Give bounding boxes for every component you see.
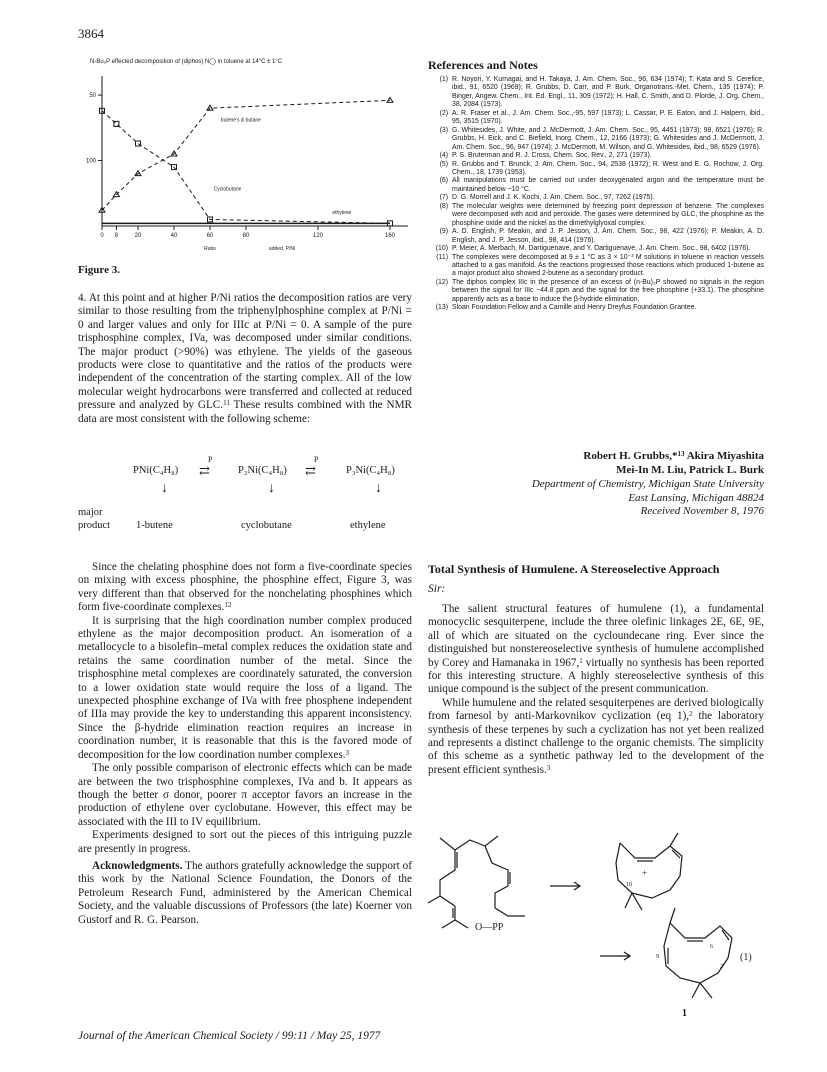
- reference-number: (4): [439, 152, 448, 160]
- reference-number: (5): [439, 160, 448, 168]
- data-point: [136, 141, 141, 146]
- journal-footer: Journal of the American Chemical Society / 99:11 / May 25, 1977: [78, 1030, 381, 1042]
- reference-number: (1): [439, 76, 448, 83]
- reference-number: (13): [435, 304, 448, 312]
- paragraph-acknowledgments: Acknowledgments. The authors gratefully acknowledge the support of this work by the National Science Foundation, the Donors of the Petroleum Research Fund, administered by the American Chemical Society, and the valuable discussions of Professors (the late) Koerner von Gustorf and R. G. Pearson.: [78, 859, 412, 926]
- author-block: [428, 450, 764, 477]
- paragraph-coordination: It is surprising that the high coordination number complex produced ethylene as the major decomposition product. An isomeration of a metallocycle to a bisolefin–metal complex reduces the oxidation state and retains the same coordination number of the metal. Since the trisphosphine metal complexes are coordinately saturated, the conversion to a lower oxidation state would require the loss of a ligand. The unexpected phosphine exchange of IVa with free phosphene independent of IIIa may provide the key to understanding this apparent inconsistency. Since the β-hydride elimination reaction requires an increase in coordination number, it is reasonable that this is the favored mode of decomposition for the low coordination number complexes.$^3$: [78, 614, 412, 761]
- paragraph-biosynthesis: While humulene and the related sesquiterpenes are derived biologically from farnesol by anti-Markovnikov cyclization (eq 1),$^2$ the laboratory synthesis of these terpenes by such a cyclization has not yet been realized and represents a distinct challenge to the organic chemists. The simplicity of this scheme as a synthetic pathway led to the development of the present efficient synthesis.$^3$: [428, 696, 764, 776]
- salutation: Sir:: [428, 583, 446, 595]
- x-tick-label: 20: [134, 233, 142, 239]
- reference-number: (2): [439, 109, 448, 117]
- reference-text: The complexes were decomposed at 9 ± 1 °C as 3 × 10⁻³ M solutions in toluene in reaction vessels attached to a gas manifold. As the reactions progressed those reactions which produced 1-butene as a major product also showed 2-butene as a secondary product.: [452, 253, 764, 278]
- reference-item: [428, 76, 764, 110]
- reference-number: (3): [439, 126, 448, 134]
- label-c2: 2: [720, 964, 723, 970]
- reference-item: [428, 110, 764, 127]
- author-line-1: Robert H. Grubbs,*$^{13}$ Akira Miyashita: [583, 450, 764, 462]
- series-label-ethylene: ethylene: [332, 210, 352, 217]
- x-tick-label: 80: [242, 233, 250, 239]
- affiliation-department: Department of Chemistry, Michigan State University: [531, 478, 764, 490]
- scheme-arrow-label-2: P: [314, 455, 319, 464]
- paragraph-chelating: Since the chelating phosphine does not form a five-coordinate species on mixing with excess phosphine, the phosphine effect, Figure 3, was very different than that observed for the nonchelating phosphines which form five-coordinate complexes.$^{12}$: [78, 561, 412, 614]
- reference-text: P. S. Bruterman and R. J. Cross, Chem. Soc. Rev., 2, 271 (1973).: [452, 152, 652, 160]
- reference-number: (12): [435, 278, 448, 286]
- down-arrow-3: ↓: [375, 481, 382, 496]
- reference-item: [428, 161, 764, 178]
- x-tick-label: 0: [100, 233, 104, 239]
- figure-title: N-Bu₃P effected decomposition of (diphos) N◯ in toluene at 14°C ± 1°C: [90, 59, 283, 65]
- reference-number: (11): [436, 253, 448, 261]
- series-label-butenes: butene's & butane: [220, 117, 261, 124]
- scheme-product-2: cyclobutane: [241, 520, 292, 531]
- paragraph-humulene-intro: The salient structural features of humulene (1), a fundamental monocyclic sesquiterpene, include the three olefinic linkages 2E, 6E, 9E, all of which are situated on the cycloundecane ring. Ever since the distinguished but nonstereoselective synthesis of humulene accomplished by Corey and Hamanaka in 1967,$^1$ virtually no synthesis has been reported for this interesting structure. A highly stereoselective synthesis of this unique compound is the subject of the present communication.: [428, 603, 765, 696]
- x-tick-label: 40: [170, 233, 178, 239]
- reference-text: All manipulations must be carried out under deoxygenated argon and the temperature must be maintained below −10 °C.: [452, 177, 764, 193]
- reference-item: [428, 228, 764, 245]
- left-column-bottom: [78, 561, 412, 927]
- reference-number: (7): [439, 194, 448, 202]
- reference-item: [428, 245, 764, 253]
- reference-text: R. Noyori, Y. Kumagai, and H. Takaya, J. Am. Chem. Soc., 96, 634 (1974); T. Kata and S. Cerefice, ibid., 91, 6520 (1969); R. Grubbs, D. Carr, and P. Burk, Organotrans.-Met. Chem., 135 (1974); P. Binger, Angew. Chem., Int. Ed. Engl., 11, 309 (1972); H. Hall, C. Smith, and D. Plorde, J. Org. Chem., 38, 2084 (1973).: [452, 76, 764, 109]
- scheme-complex-2: P₂Ni(C₄H₈): [238, 465, 287, 476]
- reference-number: (8): [439, 202, 448, 210]
- affiliation-block: [428, 478, 764, 519]
- reference-text: A. D. English, P. Meakin, and J. P. Jesson, J. Am. Chem. Soc., 98, 422 (1976); P. Meakin, A. D. English, and J. P. Jesson, ibid., 98, 414 (1976).: [452, 228, 764, 244]
- chart-svg: [78, 56, 418, 270]
- scheme-product-label: product: [78, 520, 111, 531]
- reaction-scheme: [78, 455, 412, 541]
- reference-text: The molecular weights were determined by freezing point depression of benzene. The complexes were decomposed with acid and peroxide. The gases were determined by GLC, the phosphine as the phosphine oxide and the nickel as the dimethylglyoxal complex.: [452, 202, 764, 227]
- reference-text: A. R. Fraser et al., J. Am. Chem. Soc.,-95, 597 (1973); L. Cassar, P. E. Eaton, and J. Halpern, ibid., 95, 3515 (1970).: [452, 109, 764, 126]
- reference-item: [428, 254, 764, 279]
- page-number: 3864: [78, 26, 104, 41]
- reference-item: [428, 304, 764, 312]
- author-line-2: Mei-In M. Liu, Patrick L. Burk: [616, 463, 764, 476]
- reference-number: (10): [435, 245, 448, 253]
- references-list: [428, 76, 764, 313]
- down-arrow-1: ↓: [161, 481, 168, 496]
- paragraph-electronic: The only possible comparison of electronic effects which can be made are between the two trisphosphine complexes, IVa and b. It appears as though the better σ donor, poorer π acceptor favors an increase in the production of ethylene over cyclobutane. However, this effect may be associated with the III to IV equilibrium.: [78, 762, 412, 828]
- reference-item: [428, 152, 764, 160]
- article-title: Total Synthesis of Humulene. A Stereoselective Approach: [428, 562, 720, 576]
- y-tick-label: 50: [89, 93, 96, 100]
- down-arrow-2: ↓: [268, 481, 275, 496]
- figure-3-chart: [78, 56, 418, 270]
- reference-text: G. Whitesides, J. White, and J. McDermott, J. Am. Chem. Soc., 95, 4451 (1973); 98, 6521 (1976); R. Grubbs, H. Eick, and C. Biefield, Inorg. Chem., 12, 2166 (1973); G. Whitesides and J. McDermott, J. Am. Chem. Soc., 96, 947 (1974); J. McDermott, M. Wilson, and G. Whitesides, ibid., 98, 6529 (1976).: [452, 126, 764, 151]
- paragraph-experiments: Experiments designed to sort out the pieces of this intriguing puzzle are presently in progress.: [78, 829, 412, 855]
- reference-text: D. G. Morrell and J. K. Kochi, J. Am. Chem. Soc., 97, 7262 (1975).: [452, 194, 655, 202]
- scheme-complex-3: P₃Ni(C₄H₈): [346, 465, 395, 476]
- left-column-top: [78, 292, 412, 426]
- references-heading: References and Notes: [428, 58, 538, 72]
- reference-item: [428, 177, 764, 194]
- humulene-cyclization-structures: [420, 828, 770, 1024]
- x-axis-label-right: added, P/Ni: [268, 246, 296, 252]
- article-body: [428, 603, 764, 777]
- paragraph-results: 4. At this point and at higher P/Ni ratios the decomposition ratios are very similar to those resulting from the triphenylphosphine complex at P/Ni = 0 and larger values and only for IIIc at P/Ni = 0. A sample of the pure trisphosphine complex, IVa, was decomposed under similar conditions. The major product (>90%) was ethylene. The yields of the gaseous products were close to quantitative and the ratios of the products were independent of the concentration of the starting complex. All of the low molecular weight hydrocarbons were transferred and collected at reduced pressure and analyzed by GLC.$^{11}$ These results combined with the NMR data are most consistent with the following scheme:: [78, 292, 412, 425]
- label-c9: 9: [656, 954, 659, 960]
- scheme-complex-1: PNi(C₄H₈): [133, 465, 179, 476]
- affiliation-city: East Lansing, Michigan 48824: [628, 491, 764, 504]
- compound-label: 1: [682, 1008, 687, 1019]
- scheme-product-1: 1-butene: [136, 520, 173, 531]
- reference-item: [428, 279, 764, 304]
- x-tick-label: 8: [114, 233, 119, 239]
- equilibrium-arrow-2: ⇄: [305, 463, 316, 478]
- x-tick-label: 160: [384, 233, 396, 239]
- reference-number: (9): [439, 228, 448, 236]
- reference-item: [428, 203, 764, 228]
- equilibrium-arrow-1: ⇄: [199, 463, 210, 478]
- received-date: Received November 8, 1976: [640, 505, 764, 517]
- reference-number: (6): [439, 177, 448, 185]
- data-point: [387, 97, 393, 102]
- x-tick-label: 60: [206, 233, 214, 239]
- series-label-cyclobutane: Cyclobutane: [213, 186, 242, 193]
- x-axis-label-left: Ratio: [204, 246, 216, 252]
- structure-svg: [420, 828, 770, 1024]
- label-c10: 10: [626, 882, 632, 888]
- label-opp: O—PP: [475, 922, 504, 933]
- reference-text: P. Meier, A. Merbach, M. Dartiguenave, and Y. Dartiguenave, J. Am. Chem. Soc., 98, 6402 (1976).: [452, 245, 751, 253]
- series-line: [102, 111, 390, 224]
- reference-text: The diphos complex IIIc in the presence of an excess of (n-Bu)₃P showed no signals in the region between the signal for IIIc −44.8 ppm and the signal for the free phosphine (+33.1). The phosphine apparently acts as a base to induce the β-hydride elimination.: [452, 278, 764, 303]
- reference-item: [428, 194, 764, 202]
- reference-item: [428, 127, 764, 152]
- label-c6: 6: [710, 944, 713, 950]
- scheme-major-label: major: [78, 507, 103, 518]
- equation-label: (1): [740, 952, 752, 963]
- scheme-arrow-label-1: P: [208, 455, 213, 464]
- label-cation: +: [642, 868, 648, 878]
- figure-label: Figure 3.: [78, 264, 120, 276]
- reference-text: Sloan Foundation Fellow and a Camille and Henry Dreyfus Foundation Grantee.: [452, 304, 697, 312]
- reference-text: R. Grubbs and T. Brunck, J. Am. Chem. Soc., 94, 2538 (1972); R. West and E. G. Rochow, J. Org. Chem., 18, 1739 (1953).: [452, 160, 764, 176]
- scheme-product-3: ethylene: [350, 520, 386, 531]
- x-tick-label: 120: [312, 233, 324, 239]
- y-tick-label: 100: [85, 158, 96, 165]
